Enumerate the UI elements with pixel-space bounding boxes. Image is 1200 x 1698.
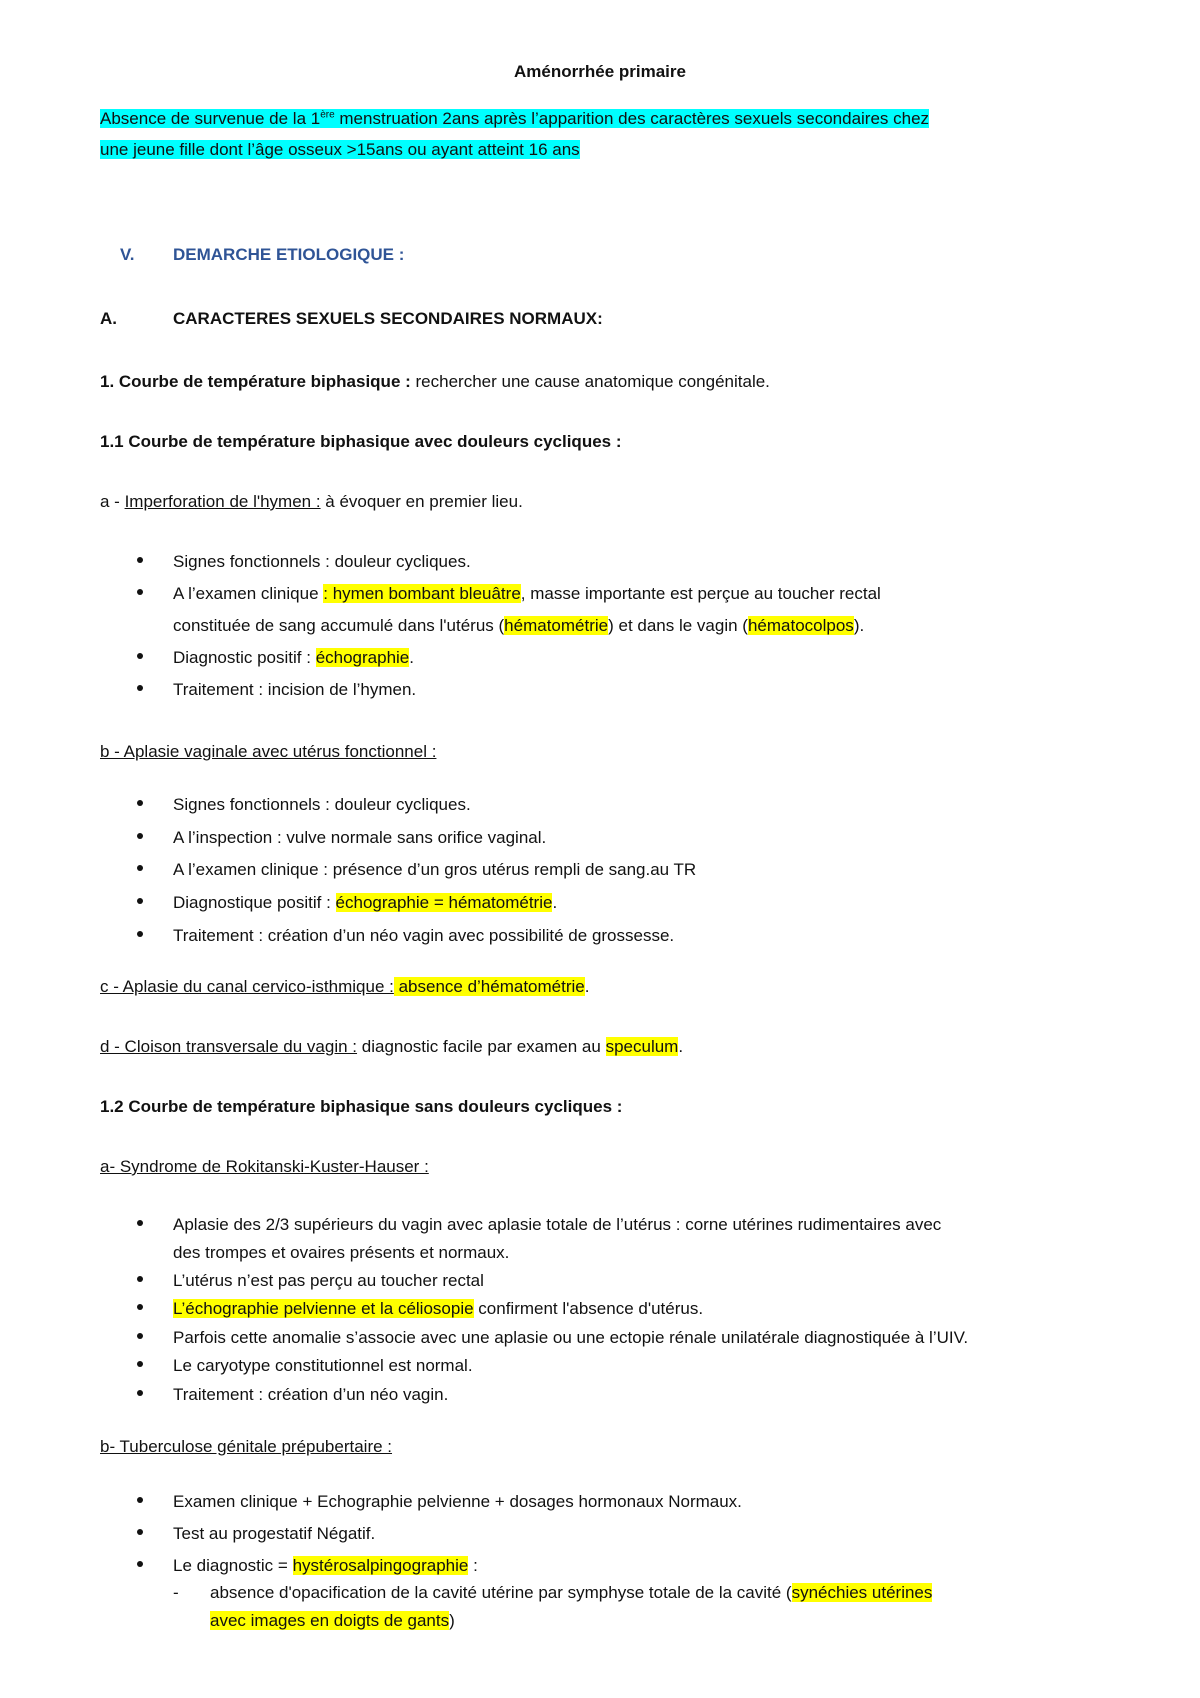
bullet (137, 1276, 143, 1282)
list-item: L’échographie pelvienne et la céliosopie confirment l'absence d'utérus. (173, 1299, 704, 1318)
bullet (137, 1304, 143, 1310)
bullet (137, 1390, 143, 1396)
bullet (137, 800, 143, 806)
list-item: L’utérus n’est pas perçu au toucher rectal (173, 1271, 484, 1290)
definition-line-2 (100, 138, 580, 162)
list-item: A l’inspection : vulve normale sans orifice vaginal. (173, 828, 547, 847)
list-item: A l’examen clinique : hymen bombant bleuâtre, masse importante est perçue au toucher rectal (173, 584, 881, 603)
list-item-continuation: constituée de sang accumulé dans l'utérus (hématométrie) et dans le vagin (hématocolpos). (173, 616, 865, 635)
sub-item: absence d'opacification de la cavité utérine par symphyse totale de la cavité (synéchies utérines (210, 1583, 933, 1602)
rokitanski-heading: a- Syndrome de Rokitanski-Kuster-Hauser : (100, 1157, 429, 1176)
sub-item-dash: - (173, 1583, 179, 1602)
list-item: Test au progestatif Négatif. (173, 1524, 376, 1543)
definition-text-2: une jeune fille dont l’âge osseux >15ans ou ayant atteint 16 ans (100, 140, 580, 159)
bullet (137, 1333, 143, 1339)
bullet (137, 557, 143, 563)
bullet (137, 589, 143, 595)
list-item: Examen clinique + Echographie pelvienne + dosages hormonaux Normaux. (173, 1492, 742, 1511)
cloison-line: d - Cloison transversale du vagin : diagnostic facile par examen au speculum. (100, 1037, 684, 1056)
bullet (137, 865, 143, 871)
list-item: A l’examen clinique : présence d’un gros utérus rempli de sang.au TR (173, 860, 697, 879)
list-item: Le diagnostic = hystérosalpingographie : (173, 1556, 478, 1575)
list-item: Signes fonctionnels : douleur cycliques. (173, 552, 471, 571)
bullet (137, 1497, 143, 1503)
bullet (137, 1529, 143, 1535)
cervico-isthmique-line: c - Aplasie du canal cervico-isthmique : absence d’hématométrie. (100, 977, 590, 996)
list-item: Diagnostic positif : échographie. (173, 648, 414, 667)
bullet (137, 898, 143, 904)
bullet (137, 1361, 143, 1367)
imperforation-heading: a - Imperforation de l'hymen : à évoquer en premier lieu. (100, 492, 523, 511)
list-item: Le caryotype constitutionnel est normal. (173, 1356, 473, 1375)
heading-1-2: 1.2 Courbe de température biphasique sans douleurs cycliques : (100, 1097, 623, 1116)
section-a-number: A. (100, 309, 117, 328)
list-item: Traitement : création d’un néo vagin avec possibilité de grossesse. (173, 926, 675, 945)
list-item: Traitement : création d’un néo vagin. (173, 1385, 449, 1404)
aplasie-vaginale-heading: b - Aplasie vaginale avec utérus fonctionnel : (100, 742, 437, 761)
bullet (137, 931, 143, 937)
list-item: Diagnostique positif : échographie = hématométrie. (173, 893, 558, 912)
heading-1-1: 1.1 Courbe de température biphasique avec douleurs cycliques : (100, 432, 622, 451)
list-item: Traitement : incision de l’hymen. (173, 680, 417, 699)
bullet (137, 685, 143, 691)
heading-1: 1. Courbe de température biphasique : rechercher une cause anatomique congénitale. (100, 372, 770, 391)
list-item: Aplasie des 2/3 supérieurs du vagin avec aplasie totale de l’utérus : corne utérines rudimentaires avec (173, 1215, 942, 1234)
definition-text: Absence de survenue de la 1ère menstruation 2ans après l’apparition des caractères sexuels secondaires chez (100, 109, 930, 128)
list-item-continuation: des trompes et ovaires présents et normaux. (173, 1243, 510, 1262)
tuberculose-heading: b- Tuberculose génitale prépubertaire : (100, 1437, 393, 1456)
bullet (137, 1561, 143, 1567)
section-a-heading: CARACTERES SEXUELS SECONDAIRES NORMAUX: (173, 309, 603, 328)
bullet (137, 1220, 143, 1226)
list-item: Parfois cette anomalie s’associe avec une aplasie ou une ectopie rénale unilatérale diagnostiquée à l’UIV. (173, 1328, 969, 1347)
document-title: Aménorrhée primaire (514, 62, 686, 81)
sub-item-continuation: avec images en doigts de gants) (210, 1611, 455, 1630)
definition-line-1 (100, 107, 929, 131)
bullet (137, 653, 143, 659)
section-v-heading: DEMARCHE ETIOLOGIQUE : (173, 245, 405, 264)
section-v-number: V. (120, 245, 135, 264)
bullet (137, 833, 143, 839)
list-item: Signes fonctionnels : douleur cycliques. (173, 795, 471, 814)
